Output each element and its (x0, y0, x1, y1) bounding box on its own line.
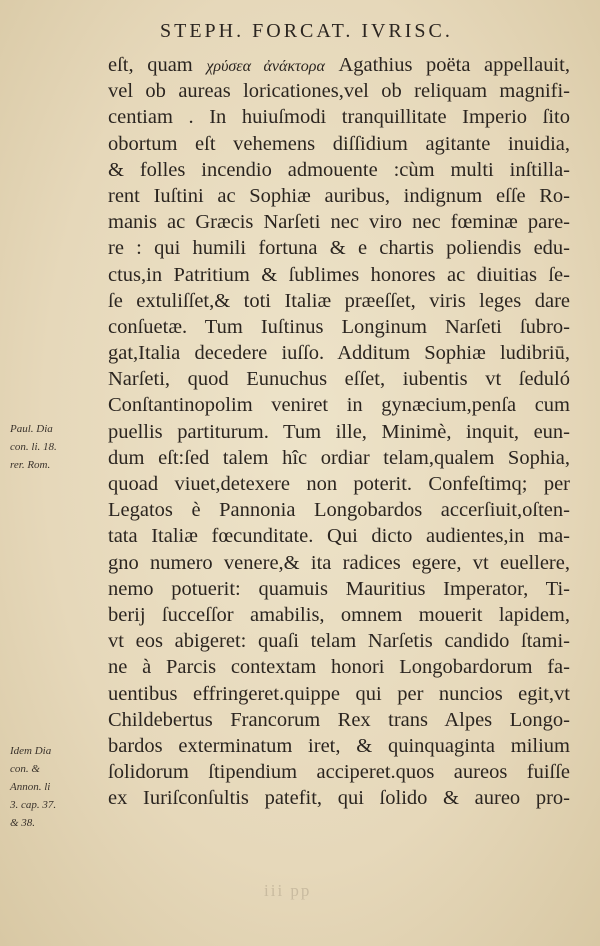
marginal-note-line: & 38. (10, 817, 36, 829)
text-line: ne à Parcis contextam honori Longobardorum fa- (108, 656, 570, 679)
body-text (108, 52, 570, 811)
marginal-note-line: 3. cap. 37. (10, 799, 57, 811)
marginal-note (10, 420, 102, 474)
marginal-note-line: con. & (10, 763, 40, 775)
text-line: & folles incendio admouente :cùm multi inſtilla- (108, 158, 570, 181)
text-line: Legatos è Pannonia Longobardos accerſiuit,oſten- (108, 499, 570, 522)
marginal-note-line: rer. Rom. (10, 459, 51, 471)
text-line: manis ac Græcis Narſeti nec viro nec fœminæ pare- (108, 211, 570, 234)
text-line: puellis partiturum. Tum ille, Minimè, inquit, eun- (108, 420, 570, 443)
text-line: conſuetæ. Tum Iuſtinus Longinum Narſeti ſubro- (108, 315, 570, 338)
running-header: STEPH. FORCAT. IVRISC. (160, 20, 453, 42)
marginal-note (10, 742, 102, 832)
text-line: ſe extuliſſet,& toti Italiæ præeſſet, viris leges dare (108, 289, 570, 312)
text-line: uentibus effringeret.quippe qui per nuncios egit,vt (108, 682, 570, 705)
text-line: berij ſucceſſor amabilis, omnem mouerit lapidem, (108, 603, 570, 626)
text-line: rent Iuſtini ac Sophiæ auribus, indignum eſſe Ro- (108, 184, 570, 207)
text-line: nemo potuerit: quamuis Mauritius Imperator, Ti- (108, 577, 570, 600)
text-line: obortum eſt vehemens diſſidium agitante inuidia, (108, 132, 570, 155)
text-line: ex Iuriſconſultis patefit, qui ſolido & aureo pro- (108, 787, 570, 810)
text-line: tata Italiæ fœcunditate. Qui dicto audientes,in ma- (108, 525, 570, 548)
text-line: Narſeti, quod Eunuchus eſſet, iubentis vt ſeduló (108, 368, 570, 391)
text-line: eſt, quam χρύσεα ἀνάκτορα Agathius poëta appellauit, (108, 54, 570, 76)
greek-phrase: χρύσεα ἀνάκτορα (206, 58, 325, 75)
text-line: re : qui humili fortuna & e chartis poliendis edu- (108, 237, 570, 260)
text-line: gno numero venere,& ita radices egere, vt euellere, (108, 551, 570, 574)
marginal-note-line: con. li. 18. (10, 441, 57, 453)
text-line: vel ob aureas loricationes,vel ob reliquam magnifi- (108, 80, 570, 103)
text-line: centiam . In huiuſmodi tranquillitate Imperio ſito (108, 106, 570, 129)
text-line: gat,Italia decedere iuſſo. Additum Sophiæ ludibriū, (108, 342, 570, 365)
marginal-note-line: Annon. li (10, 781, 51, 793)
marginal-note-line: Paul. Dia (10, 423, 53, 435)
text-line: ctus,in Patritium & ſublimes honores ac diuitias ſe- (108, 263, 570, 286)
marginal-note-line: Idem Dia (10, 745, 52, 757)
text-line: Conſtantinopolim veniret in gynæcium,penſa cum (108, 394, 570, 417)
text-line: ſolidorum ſtipendium acciperet.quos aureos fuiſſe (108, 761, 570, 784)
text-line: dum eſt:ſed talem hîc ordiar telam,qualem Sophia, (108, 446, 570, 469)
text-line: quoad viuet,detexere non poterit. Confeſtimq; per (108, 473, 570, 495)
catchword: iii pp (264, 881, 312, 900)
text-line: vt eos abigeret: quaſi telam Narſetis candido ſtami- (108, 630, 570, 653)
text-line: Childebertus Francorum Rex trans Alpes Longo- (108, 708, 570, 731)
text-line: bardos exterminatum iret, & quinquaginta milium (108, 734, 570, 757)
